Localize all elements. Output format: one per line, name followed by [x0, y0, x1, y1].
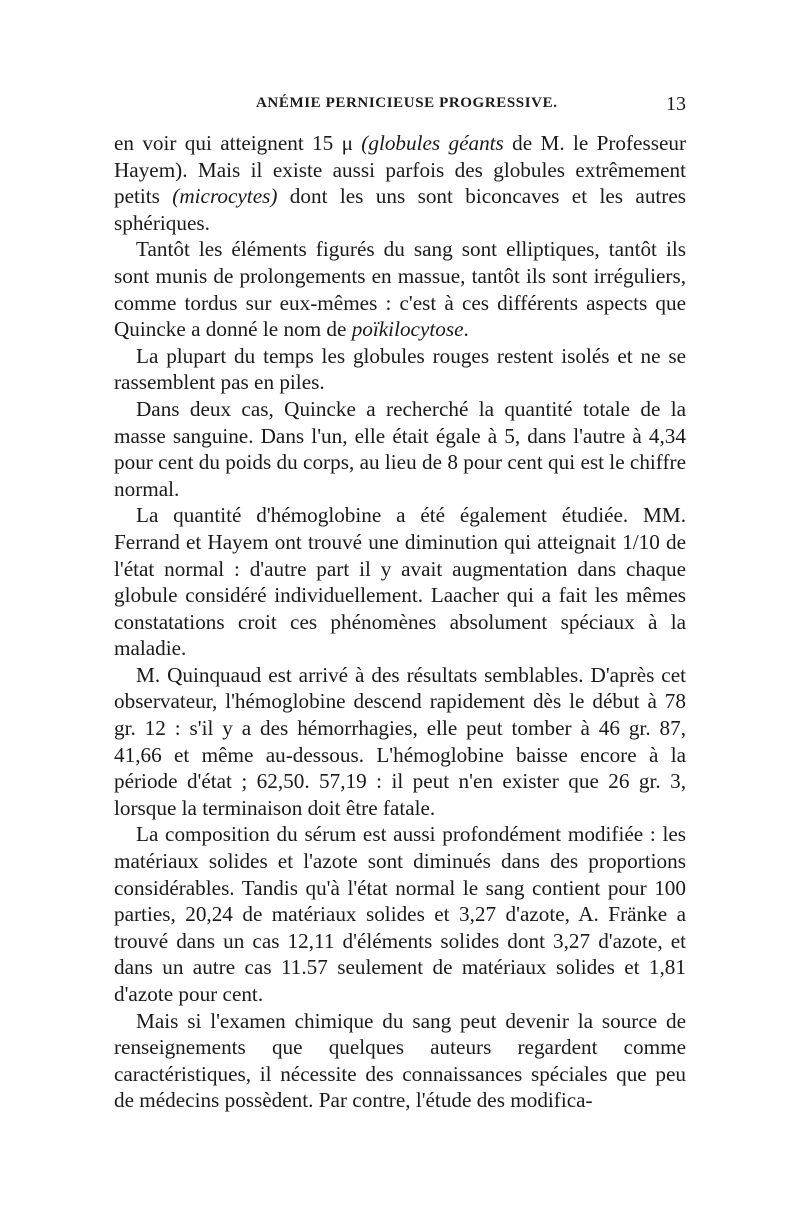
- paragraph-8: Mais si l'examen chimique du sang peut devenir la source de renseignements que quelques auteurs regardent comme caractéristiques, il nécessite des connaissances spéciales que peu de médecins possèdent. Par contre, l'étude des modifica-: [114, 1008, 686, 1113]
- page-header: [114, 93, 686, 119]
- paragraph-4: Dans deux cas, Quincke a recherché la quantité totale de la masse sanguine. Dans l'un, elle était égale à 5, dans l'autre à 4,34 pour cent du poids du corps, au lieu de 8 pour cent qui est le chiffre normal.: [114, 396, 686, 501]
- paragraph-1: en voir qui atteignent 15 μ (globules géants de M. le Professeur Hayem). Mais il existe aussi parfois des globules extrêmement petits (microcytes) dont les uns sont biconcaves et les autres sphériques.: [114, 131, 687, 235]
- paragraph-2: Tantôt les éléments figurés du sang sont elliptiques, tantôt ils sont munis de prolongements en massue, tantôt ils sont irréguliers, comme tordus sur eux-mêmes : c'est à ces différents aspects que Quincke a donné le nom de poïkilocytose.: [114, 237, 686, 342]
- page-number: 13: [666, 93, 686, 115]
- paragraph-7: La composition du sérum est aussi profondément modifiée : les matériaux solides et l'azote sont diminués dans des proportions considérables. Tandis qu'à l'état normal le sang contient pour 100 parties, 20,24 de matériaux solides et 3,27 d'azote, A. Fränke a trouvé dans un cas 12,11 d'éléments solides dont 3,27 d'azote, et dans un autre cas 11.57 seulement de matériaux solides et 1,81 d'azote pour cent.: [114, 822, 686, 1006]
- paragraph-5: La quantité d'hémoglobine a été également étudiée. MM. Ferrand et Hayem ont trouvé une diminution qui atteignait 1/10 de l'état normal : d'autre part il y avait augmentation dans chaque globule considéré individuellement. Laacher qui a fait les mêmes constatations croit ces phénomènes absolument spéciaux à la maladie.: [114, 503, 686, 661]
- running-title: ANÉMIE PERNICIEUSE PROGRESSIVE.: [256, 95, 558, 111]
- paragraph-6: M. Quinquaud est arrivé à des résultats semblables. D'après cet observateur, l'hémoglobine descend rapidement dès le début à 78 gr. 12 : s'il y a des hémorrhagies, elle peut tomber à 46 gr. 87, 41,66 et même au-dessous. L'hémoglobine baisse encore à la période d'état ; 62,50. 57,19 : il peut n'en exister que 26 gr. 3, lorsque la terminaison doit être fatale.: [114, 662, 686, 820]
- body-text: [114, 130, 686, 1114]
- paragraph-3: La plupart du temps les globules rouges restent isolés et ne se rassemblent pas en piles.: [114, 343, 686, 395]
